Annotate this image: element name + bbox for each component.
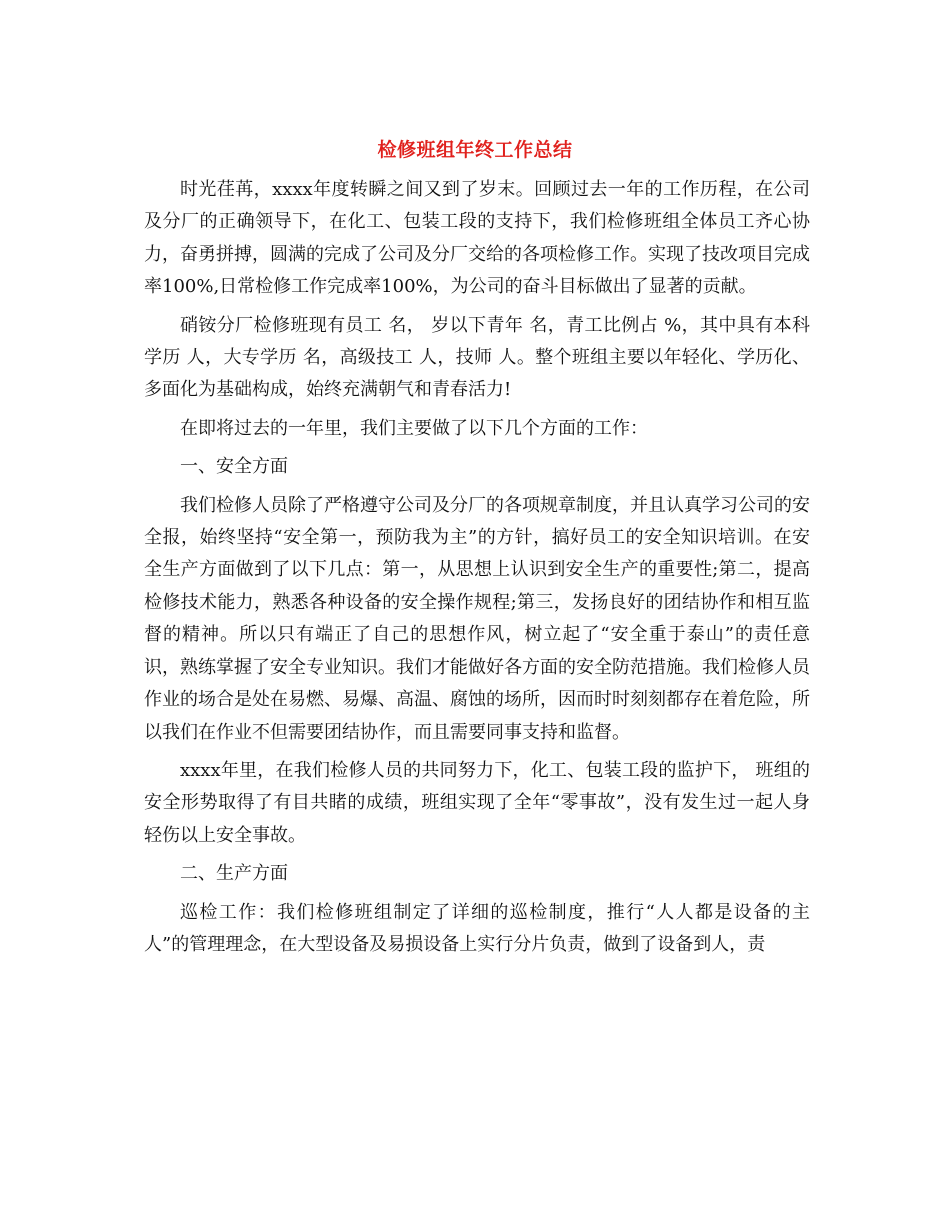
paragraph-team-composition: 硝铵分厂检修班现有员工 名， 岁以下青年 名，青工比例占 %，其中具有本科学历 人，大专学历 名，高级技工 人，技师 人。整个班组主要以年轻化、学历化、多面化为基础构成，始终充满朝气和青春活力! [144,314,810,401]
section-heading-safety: 一、安全方面 [180,456,288,478]
paragraph-inspection: 巡检工作：我们检修班组制定了详细的巡检制度，推行“人人都是设备的主人”的管理理念，在大型设备及易损设备上实行分片负责，做到了设备到人，责 [144,901,810,955]
document-title: 检修班组年终工作总结 [377,139,573,161]
paragraph-intro: 时光荏苒，xxxx年度转瞬之间又到了岁末。回顾过去一年的工作历程，在公司及分厂的正确领导下，在化工、包装工段的支持下，我们检修班组全体员工齐心协力，奋勇拼搏，圆满的完成了公司及分厂交给的各项检修工作。实现了技改项目完成率100%,日常检修工作完成率100%，为公司的奋斗目标做出了显著的贡献。 [144,179,810,298]
document-body [144,174,810,967]
section-heading-production: 二、生产方面 [180,863,288,885]
paragraph-safety-results: xxxx年里，在我们检修人员的共同努力下，化工、包装工段的监护下， 班组的安全形势取得了有目共睹的成绩，班组实现了全年“零事故”，没有发生过一起人身轻伤以上安全事故。 [144,759,810,846]
paragraph-safety-details: 我们检修人员除了严格遵守公司及分厂的各项规章制度，并且认真学习公司的安全报，始终坚持“安全第一，预防我为主”的方针，搞好员工的安全知识培训。在安全生产方面做到了以下几点：第一，从思想上认识到安全生产的重要性;第二，提高检修技术能力，熟悉各种设备的安全操作规程;第三，发扬良好的团结协作和相互监督的精神。所以只有端正了自己的思想作风，树立起了“安全重于泰山”的责任意识，熟练掌握了安全专业知识。我们才能做好各方面的安全防范措施。我们检修人员作业的场合是处在易燃、易爆、高温、腐蚀的场所，因而时时刻刻都存在着危险，所以我们在作业不但需要团结协作，而且需要同事支持和监督。 [144,494,810,743]
paragraph-work-overview: 在即将过去的一年里，我们主要做了以下几个方面的工作： [180,417,648,439]
